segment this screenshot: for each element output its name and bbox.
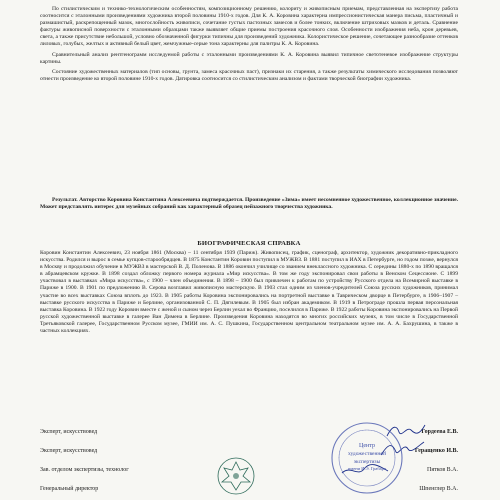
signature-role: Эксперт, искусствовед	[40, 429, 98, 435]
signature-name: Пятков В.А.	[427, 467, 458, 473]
conclusion	[40, 197, 458, 211]
eagle-emblem-icon	[214, 456, 258, 496]
round-stamp	[326, 420, 408, 496]
stamp-text-2: художественной	[347, 451, 387, 457]
signature-role: Эксперт, искусствовед	[40, 448, 98, 454]
stamp-text-3: экспертизы	[353, 459, 381, 465]
bio-paragraph: Коровин Константин Алексеевич, 23 ноября 1861 (Москва) – 11 сентября 1939 (Париж). Живописец, график, сценограф, архитектор, художник декоративно-прикладного искусства. Родился и вырос в семье купцов-старообрядцев. В 1875 Константин Коровин поступил в МУЖВЗ. В 1881 поступил в ИАХ в Петербурге, но годом позже, вернулся в Москву и продолжил обучение в МУЖВЗ в мастерской В. Д. Поленова. В 1886 окончил училище со званием внеклассного художника. С середины 1880-х по 1890 вращался в абрамцевском кружке. В 1898 создал обложку первого номера журнала «Мир искусства». В том же году экспонировал свои работы в Венском Сецессионе. С 1899 участвовал в выставках «Мира искусства», с 1900 – член объединения. В 1898 – 1900 был привлечен к работам по устройству Русского отдела на Всемирной выставке в Париже в 1900. В 1901 по предложению В. Серова возглавил живописную мастерскую. В 1903 стал одним из членов-учредителей Союза русских художников, принимал участие во всех выставках Союза вплоть до 1923. В 1905 работы Коровина экспонировались на портретной выставке в Таврическом дворце в Петербурге, в 1906–1907 – выставке русского искусства в Париже и Берлине, организованной С. П. Дягилевым. В 1905 был избран академиком. В 1919 в Петрограде прошла первая персональная выставка Коровина. В 1922 году Коровин вместе с женой и сыном через Берлин уехал во Францию, поселился в Париже. В 1922 работы Коровина экспонировались на Первой русской художественной выставке в галерее Ван Димена в Берлине. Произведения Коровина находятся во многих российских музеях, в том числе в Государственной Третьяковской галерее, Государственном Русском музее, ГМИИ им. А. С. Пушкина, Государственном центральном театральном музее им. А. А. Бахрушина, в также в частных коллекциях.	[40, 250, 458, 335]
bio-text	[40, 250, 458, 335]
signature-role: Генеральный директор	[40, 486, 99, 492]
paragraph-style-analysis: По стилистическим и технико-технологическим особенностям, композиционному решению, колориту и живописным приемам, представленная на экспертизу работа соотносится с эталонными произведениями художника второй половины 1910-х годов. Для К. А. Коровина характерна импрессионистическая манера письма, пластичный и размашистый, раскрепощенный мазок, многослойность живописи, сочетание густых пастозных замесов и более тонких, включение штриховых мазков и деталь. Сравнение фактуры живописной поверхности с эталонными образцами также выявляет общие приемы построения красочного слоя. Особенности изображения неба, крон деревьев, света, а также присутствие небольшой, условно обозначенной фигурки типичны для произведений художника. Колористическое решение, сочетающее разнообразие оттенков лиловых, голубых, желтых и активный белый цвет, жемчужные-серые тона характерны для палитры К. А. Коровина.	[40, 6, 458, 48]
conclusion-label: Результат.	[52, 197, 78, 203]
stamp-text-1: Центр	[359, 443, 375, 449]
paragraph-materials: Состояние художественных материалов (тип основы, грунта, замеса красочных паст), признаки их старения, а также результаты химического исследования позволяют отнести произведение ко второй половине 1910-х годов. Датировка соотносится со стилистическим анализом и фактами творческой биографии художника.	[40, 68, 458, 82]
paragraph-xray: Сравнительный анализ рентгенограмм исследуемой работы с эталонными произведениями К. А. Коровина выявил типичное светотеневое изображение структуры картины.	[40, 51, 458, 65]
intro-text	[40, 6, 458, 83]
signature-name: Шпенглер В.А.	[419, 486, 458, 492]
signature-role: Зав. отделом экспертизы, технолог	[40, 467, 129, 473]
signature-name: Гордеева Е.В.	[421, 429, 458, 435]
signature-name: Геращенко И.В.	[414, 448, 458, 454]
stamp-text-4: имени И.Э. Грабаря	[348, 466, 386, 471]
bio-title: БИОГРАФИЧЕСКАЯ СПРАВКА	[197, 240, 301, 247]
conclusion-text: Авторство Коровина Константина Алексеевича подтверждается. Произведение «Зима» имеет несомненное художественное, коллекционное значение. Может представлять интерес для музейных собраний как характерный образец пейзажного творчества художника.	[40, 197, 458, 211]
